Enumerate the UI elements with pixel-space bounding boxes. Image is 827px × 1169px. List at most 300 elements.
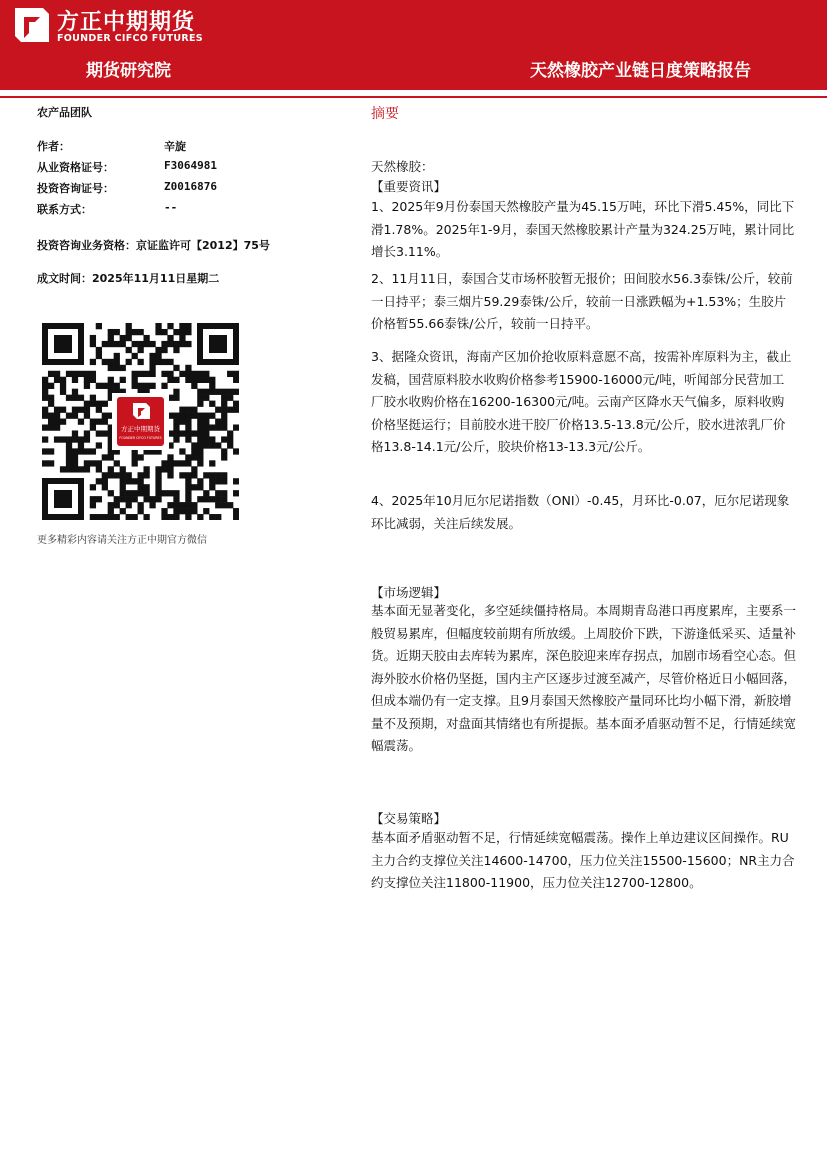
qr-module bbox=[197, 424, 203, 430]
qr-module bbox=[60, 436, 66, 442]
business-license: 投资咨询业务资格：京证监许可【2012】75号 bbox=[37, 239, 270, 252]
qr-module bbox=[197, 430, 203, 436]
qr-module bbox=[96, 401, 102, 407]
qr-module bbox=[84, 371, 90, 377]
qr-module bbox=[143, 466, 149, 472]
qr-module bbox=[185, 508, 191, 514]
qr-module bbox=[209, 424, 215, 430]
qr-module bbox=[185, 454, 191, 460]
qr-module bbox=[179, 508, 185, 514]
qr-module bbox=[191, 407, 197, 413]
qr-module bbox=[96, 407, 102, 413]
qr-module bbox=[78, 419, 84, 425]
qr-module bbox=[102, 413, 108, 419]
qr-module bbox=[185, 478, 191, 484]
qr-module bbox=[161, 347, 167, 353]
qr-module bbox=[84, 460, 90, 466]
qr-module bbox=[114, 472, 120, 478]
qr-module bbox=[138, 508, 144, 514]
qr-module bbox=[197, 389, 203, 395]
qr-module bbox=[233, 407, 239, 413]
qr-module bbox=[143, 514, 149, 520]
qr-module bbox=[108, 329, 114, 335]
qr-center-logo-text: 方正中期期货 bbox=[121, 425, 160, 433]
qr-module bbox=[114, 359, 120, 365]
qr-module bbox=[185, 502, 191, 508]
qr-module bbox=[96, 353, 102, 359]
qr-module bbox=[78, 436, 84, 442]
qr-module bbox=[197, 448, 203, 454]
qr-module bbox=[42, 377, 48, 383]
qr-module bbox=[179, 329, 185, 335]
qr-module bbox=[132, 377, 138, 383]
qr-module bbox=[191, 502, 197, 508]
qr-module bbox=[42, 389, 48, 395]
qr-module bbox=[102, 484, 108, 490]
qr-module bbox=[203, 436, 209, 442]
qr-module bbox=[120, 377, 126, 383]
qr-module bbox=[90, 395, 96, 401]
qr-module bbox=[72, 460, 78, 466]
qr-module bbox=[209, 460, 215, 466]
qr-module bbox=[60, 389, 66, 395]
qr-module bbox=[90, 484, 96, 490]
qr-module bbox=[72, 377, 78, 383]
qr-module bbox=[72, 430, 78, 436]
qr-module bbox=[209, 389, 215, 395]
qr-module bbox=[155, 472, 161, 478]
qr-module bbox=[132, 329, 138, 335]
logic-section-title: 【市场逻辑】 bbox=[371, 585, 447, 600]
qr-module bbox=[227, 407, 233, 413]
qr-module bbox=[173, 413, 179, 419]
qr-module bbox=[197, 419, 203, 425]
department-label: 期货研究院 bbox=[86, 61, 171, 81]
qr-module bbox=[48, 395, 54, 401]
qr-module bbox=[173, 436, 179, 442]
qr-module bbox=[138, 371, 144, 377]
qr-module bbox=[227, 371, 233, 377]
qr-module bbox=[197, 478, 203, 484]
qr-module bbox=[96, 466, 102, 472]
qr-module bbox=[149, 353, 155, 359]
qr-module bbox=[173, 508, 179, 514]
qr-module bbox=[191, 413, 197, 419]
qr-module bbox=[191, 466, 197, 472]
qr-module bbox=[149, 383, 155, 389]
qr-module bbox=[173, 365, 179, 371]
qr-module bbox=[132, 353, 138, 359]
qr-module bbox=[114, 514, 120, 520]
qr-module bbox=[42, 383, 48, 389]
qr-module bbox=[215, 514, 221, 520]
qr-module bbox=[215, 478, 221, 484]
qr-module bbox=[138, 490, 144, 496]
qr-module bbox=[108, 341, 114, 347]
qr-module bbox=[209, 472, 215, 478]
qr-module bbox=[126, 502, 132, 508]
qr-module bbox=[221, 436, 227, 442]
qr-module bbox=[108, 365, 114, 371]
qr-module bbox=[42, 436, 48, 442]
qr-module bbox=[90, 371, 96, 377]
qr-module bbox=[173, 395, 179, 401]
qr-module bbox=[173, 514, 179, 520]
qr-module bbox=[203, 377, 209, 383]
qr-module bbox=[209, 401, 215, 407]
qr-module bbox=[215, 496, 221, 502]
qr-module bbox=[179, 413, 185, 419]
qr-module bbox=[233, 401, 239, 407]
qr-module bbox=[108, 490, 114, 496]
qr-module bbox=[167, 514, 173, 520]
qr-module bbox=[126, 347, 132, 353]
qr-module bbox=[179, 460, 185, 466]
qr-module bbox=[161, 341, 167, 347]
qr-module bbox=[42, 407, 48, 413]
qr-module bbox=[209, 383, 215, 389]
qr-module bbox=[209, 478, 215, 484]
qr-module bbox=[233, 377, 239, 383]
qr-module bbox=[191, 484, 197, 490]
qr-module bbox=[114, 353, 120, 359]
qr-module bbox=[108, 454, 114, 460]
qr-module bbox=[132, 514, 138, 520]
author-label: 作者： bbox=[37, 140, 70, 153]
qr-module bbox=[209, 413, 215, 419]
qr-module bbox=[72, 371, 78, 377]
qr-module bbox=[161, 514, 167, 520]
qr-module bbox=[114, 502, 120, 508]
qr-module bbox=[54, 377, 60, 383]
qr-module bbox=[221, 502, 227, 508]
qr-module bbox=[48, 401, 54, 407]
qr-module bbox=[179, 419, 185, 425]
qr-module bbox=[155, 329, 161, 335]
qr-module bbox=[149, 502, 155, 508]
qr-module bbox=[120, 508, 126, 514]
qr-module bbox=[167, 377, 173, 383]
qr-module bbox=[221, 490, 227, 496]
qr-module bbox=[155, 478, 161, 484]
qr-module bbox=[120, 496, 126, 502]
qr-module bbox=[203, 389, 209, 395]
qr-module bbox=[72, 448, 78, 454]
qr-module bbox=[102, 430, 108, 436]
qr-module bbox=[179, 371, 185, 377]
qr-module bbox=[203, 371, 209, 377]
qr-module bbox=[185, 407, 191, 413]
qr-module bbox=[78, 448, 84, 454]
qr-module bbox=[84, 383, 90, 389]
qr-module bbox=[84, 466, 90, 472]
qr-module bbox=[227, 430, 233, 436]
qr-module bbox=[138, 502, 144, 508]
qr-module bbox=[84, 436, 90, 442]
qr-module bbox=[149, 371, 155, 377]
qr-module bbox=[167, 472, 173, 478]
qr-module bbox=[143, 496, 149, 502]
team-name: 农产品团队 bbox=[37, 106, 92, 119]
qr-module bbox=[179, 341, 185, 347]
qr-module bbox=[90, 401, 96, 407]
qr-module bbox=[155, 359, 161, 365]
qr-module bbox=[161, 490, 167, 496]
qr-module bbox=[143, 335, 149, 341]
qr-module bbox=[167, 454, 173, 460]
qr-module bbox=[197, 371, 203, 377]
qr-module bbox=[96, 514, 102, 520]
news-item-2: 2、11月11日，泰国合艾市场杯胶暂无报价；田间胶水56.3泰铢/公斤，较前一日持平；泰三烟片59.29泰铢/公斤，较前一日涨跌幅为+1.53%；生胶片价格暂55.66泰铢/公斤，较前一日持平。 bbox=[371, 271, 793, 331]
qr-module bbox=[197, 514, 203, 520]
qr-module bbox=[66, 436, 72, 442]
qr-module bbox=[203, 424, 209, 430]
qr-module bbox=[132, 383, 138, 389]
qr-module bbox=[42, 395, 48, 401]
qr-module bbox=[120, 472, 126, 478]
qr-module bbox=[90, 424, 96, 430]
qr-module bbox=[138, 383, 144, 389]
qr-module bbox=[185, 514, 191, 520]
qr-module bbox=[173, 389, 179, 395]
qr-module bbox=[126, 514, 132, 520]
qr-module bbox=[203, 413, 209, 419]
qualification-value: F3064981 bbox=[164, 159, 217, 172]
qr-module bbox=[173, 430, 179, 436]
qr-module bbox=[179, 407, 185, 413]
publish-date: 成文时间：2025年11月11日星期二 bbox=[37, 272, 220, 285]
qr-module bbox=[120, 490, 126, 496]
qr-module bbox=[197, 377, 203, 383]
qr-module bbox=[90, 448, 96, 454]
qr-module bbox=[197, 454, 203, 460]
qr-module bbox=[203, 490, 209, 496]
qr-module bbox=[221, 472, 227, 478]
qr-module bbox=[173, 341, 179, 347]
qr-module bbox=[143, 472, 149, 478]
qr-module bbox=[179, 323, 185, 329]
qr-module bbox=[138, 472, 144, 478]
qr-module bbox=[66, 466, 72, 472]
qr-module bbox=[96, 347, 102, 353]
qr-module bbox=[233, 448, 239, 454]
qr-module bbox=[215, 472, 221, 478]
qr-module bbox=[48, 419, 54, 425]
qr-module bbox=[191, 442, 197, 448]
qr-module bbox=[215, 407, 221, 413]
qr-module bbox=[48, 424, 54, 430]
qr-module bbox=[233, 514, 239, 520]
qr-module bbox=[108, 335, 114, 341]
qr-module bbox=[221, 448, 227, 454]
qr-module bbox=[227, 436, 233, 442]
qr-module bbox=[114, 329, 120, 335]
qr-module bbox=[185, 472, 191, 478]
contact-value: -- bbox=[164, 201, 178, 214]
qr-module bbox=[191, 508, 197, 514]
qr-module bbox=[191, 448, 197, 454]
qr-module bbox=[84, 407, 90, 413]
qr-module bbox=[78, 371, 84, 377]
qr-module bbox=[227, 395, 233, 401]
qr-module bbox=[161, 359, 167, 365]
qr-module bbox=[54, 371, 60, 377]
consult-cert-value: Z0016876 bbox=[164, 180, 217, 193]
qr-module bbox=[102, 419, 108, 425]
qr-module bbox=[191, 377, 197, 383]
commodity-label: 天然橡胶： bbox=[371, 159, 434, 174]
qr-module bbox=[167, 359, 173, 365]
qr-module bbox=[233, 508, 239, 514]
qr-module bbox=[42, 460, 48, 466]
qr-module bbox=[108, 466, 114, 472]
qr-module bbox=[126, 359, 132, 365]
qr-module bbox=[185, 329, 191, 335]
qr-module bbox=[203, 442, 209, 448]
qr-module bbox=[161, 371, 167, 377]
qr-module bbox=[132, 490, 138, 496]
abstract-title: 摘要 bbox=[371, 106, 399, 122]
qr-module bbox=[185, 436, 191, 442]
qr-module bbox=[60, 466, 66, 472]
qr-module bbox=[120, 335, 126, 341]
qr-module bbox=[90, 460, 96, 466]
header-banner bbox=[0, 0, 827, 90]
qr-module bbox=[161, 460, 167, 466]
author-value: 辛旋 bbox=[164, 140, 186, 153]
qr-module bbox=[84, 448, 90, 454]
qr-module bbox=[114, 341, 120, 347]
qr-module bbox=[155, 484, 161, 490]
qr-module bbox=[173, 329, 179, 335]
qr-module bbox=[126, 496, 132, 502]
qr-module bbox=[167, 323, 173, 329]
brand-name-en: FOUNDER CIFCO FUTURES bbox=[57, 33, 203, 44]
qr-module bbox=[161, 508, 167, 514]
contact-label: 联系方式： bbox=[37, 203, 92, 216]
qr-module bbox=[209, 436, 215, 442]
qr-module bbox=[185, 371, 191, 377]
qr-module bbox=[179, 472, 185, 478]
qr-module bbox=[138, 347, 144, 353]
qr-module bbox=[120, 484, 126, 490]
qr-module bbox=[197, 395, 203, 401]
qr-module bbox=[191, 371, 197, 377]
qr-module bbox=[102, 454, 108, 460]
qr-module bbox=[221, 454, 227, 460]
qr-module bbox=[167, 502, 173, 508]
qr-module bbox=[48, 383, 54, 389]
qr-module bbox=[167, 341, 173, 347]
qr-module bbox=[233, 490, 239, 496]
qr-module bbox=[221, 496, 227, 502]
qr-module bbox=[173, 490, 179, 496]
qr-module bbox=[221, 401, 227, 407]
qr-module bbox=[179, 430, 185, 436]
qr-module bbox=[138, 341, 144, 347]
qr-module bbox=[96, 478, 102, 484]
qr-module bbox=[120, 365, 126, 371]
qr-module bbox=[96, 496, 102, 502]
qr-module bbox=[233, 478, 239, 484]
qr-module bbox=[96, 430, 102, 436]
qr-module bbox=[66, 395, 72, 401]
qr-module bbox=[173, 502, 179, 508]
qr-module bbox=[185, 419, 191, 425]
qr-module bbox=[138, 329, 144, 335]
qr-module bbox=[72, 413, 78, 419]
qr-module bbox=[191, 383, 197, 389]
qr-module bbox=[185, 430, 191, 436]
qr-module bbox=[197, 496, 203, 502]
qr-module bbox=[209, 377, 215, 383]
qr-module bbox=[120, 341, 126, 347]
qr-module bbox=[126, 323, 132, 329]
qr-module bbox=[203, 395, 209, 401]
wechat-qr-code[interactable] bbox=[42, 323, 239, 520]
brand-name-cn: 方正中期期货 bbox=[57, 10, 196, 35]
qr-module bbox=[102, 478, 108, 484]
qr-module bbox=[185, 424, 191, 430]
qr-module bbox=[191, 472, 197, 478]
qr-module bbox=[138, 454, 144, 460]
qr-module bbox=[132, 454, 138, 460]
qr-module bbox=[138, 478, 144, 484]
qr-module bbox=[114, 460, 120, 466]
qr-module bbox=[126, 329, 132, 335]
qr-module bbox=[185, 323, 191, 329]
qr-module bbox=[143, 341, 149, 347]
qr-module bbox=[90, 341, 96, 347]
qr-module bbox=[90, 419, 96, 425]
qr-module bbox=[102, 341, 108, 347]
qr-module bbox=[48, 413, 54, 419]
qr-module bbox=[78, 395, 84, 401]
qr-module bbox=[233, 424, 239, 430]
qr-module bbox=[221, 478, 227, 484]
qr-module bbox=[149, 341, 155, 347]
qr-module bbox=[185, 496, 191, 502]
qr-module bbox=[66, 448, 72, 454]
qr-module bbox=[108, 472, 114, 478]
qr-module bbox=[215, 502, 221, 508]
qr-module bbox=[96, 460, 102, 466]
qr-module bbox=[96, 419, 102, 425]
qr-module bbox=[185, 341, 191, 347]
qr-module bbox=[197, 484, 203, 490]
qr-module bbox=[108, 502, 114, 508]
qr-module bbox=[48, 371, 54, 377]
qr-module bbox=[90, 502, 96, 508]
qr-module bbox=[126, 478, 132, 484]
qr-module bbox=[102, 514, 108, 520]
qr-module bbox=[227, 442, 233, 448]
qr-module bbox=[120, 466, 126, 472]
qr-module bbox=[90, 377, 96, 383]
qr-module bbox=[60, 383, 66, 389]
qr-module bbox=[167, 371, 173, 377]
qr-module bbox=[138, 359, 144, 365]
qr-module bbox=[215, 490, 221, 496]
qr-module bbox=[185, 413, 191, 419]
qr-module bbox=[132, 371, 138, 377]
news-item-3: 3、据隆众资讯，海南产区加价抢收原料意愿不高，按需补库原料为主，截止发稿，国营原料胶水收购价格参考15900-16000元/吨，听闻部分民营加工厂胶水收购价格在16200-16300元/吨。云南产区降水天气偏多，原料收购价格坚挺运行；目前胶水进干胶厂价格13.5-13.8元/公斤，胶水进浓乳厂价格13.8-14.1元/公斤，胶块价格13-13.3元/公斤。 bbox=[371, 349, 792, 454]
qr-module bbox=[54, 419, 60, 425]
qr-module bbox=[161, 383, 167, 389]
qr-module bbox=[66, 371, 72, 377]
qr-module bbox=[132, 341, 138, 347]
qr-module bbox=[114, 365, 120, 371]
